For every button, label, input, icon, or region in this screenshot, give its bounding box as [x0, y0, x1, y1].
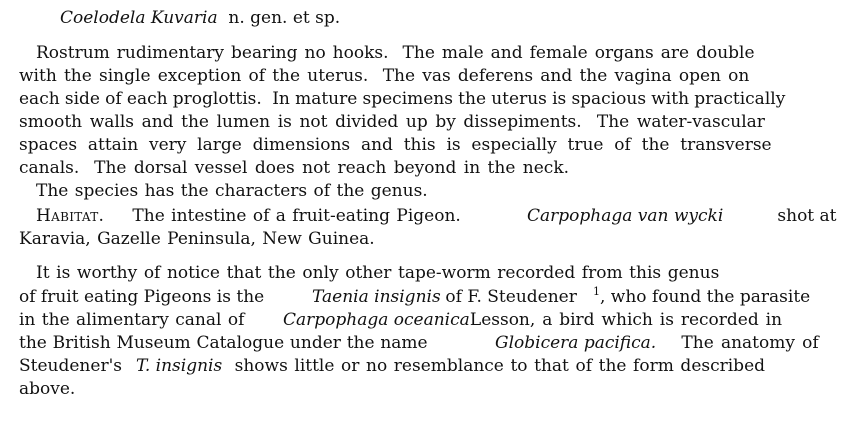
line-text: the British Museum Catalogue under the name	[19, 333, 434, 353]
text-line	[0, 87, 863, 111]
heading-genus-species-name: Coelodela Kuvaria	[60, 8, 218, 28]
line-text: It is worthy of notice that the only other tape-worm recorded from this genus	[36, 263, 720, 283]
text-line	[0, 64, 863, 88]
text-line	[0, 110, 863, 134]
text-line	[0, 41, 863, 65]
line-text: The anatomy of	[667, 333, 819, 353]
species-heading	[0, 6, 863, 30]
line-text: The species has the characters of the genus.	[36, 181, 428, 201]
line-text: above.	[19, 379, 76, 399]
text-line	[0, 133, 863, 157]
text-line	[0, 308, 863, 332]
line-text: with the single exception of the uterus. The vas deferens and the vagina open on	[19, 66, 750, 86]
species-name: Carpophaga oceanica	[283, 310, 470, 330]
line-text: canals. The dorsal vessel does not reach beyond in the neck.	[19, 158, 570, 178]
line-text: smooth walls and the lumen is not divided up by dissepiments. The water-vascular	[19, 112, 765, 132]
species-name: Taenia insignis	[312, 287, 441, 307]
habitat-line	[0, 204, 863, 228]
habitat-label: Habitat.	[36, 206, 105, 226]
line-text: in the alimentary canal of	[19, 310, 251, 330]
line-text: The intestine of a fruit-eating Pigeon.	[126, 206, 461, 226]
species-name: Globicera pacifica.	[495, 333, 657, 353]
line-text: each side of each proglottis. In mature specimens the uterus is spacious with practically	[19, 89, 786, 109]
species-name: T. insignis	[136, 356, 223, 376]
line-text: of fruit eating Pigeons is the	[19, 287, 270, 307]
line-text: shows little or no resemblance to that of the form described	[228, 356, 766, 376]
text-line	[0, 156, 863, 180]
text-line	[0, 179, 863, 203]
line-text: shot at	[772, 206, 837, 226]
line-text: of F. Steudener	[440, 287, 577, 307]
text-line	[0, 377, 863, 401]
text-line	[0, 227, 863, 251]
line-text: spaces attain very large dimensions and this is especially true of the transverse	[19, 135, 772, 155]
line-text: Lesson, a bird which is recorded in	[463, 310, 783, 330]
line-text: , who found the parasite	[600, 287, 811, 307]
species-name: Carpophaga van wycki	[527, 206, 724, 226]
line-text: Rostrum rudimentary bearing no hooks. The male and female organs are double	[36, 43, 755, 63]
text-line	[0, 285, 863, 309]
line-text: Steudener's	[19, 356, 128, 376]
footnote-marker: 1	[593, 285, 600, 298]
text-line	[0, 331, 863, 355]
text-line	[0, 354, 863, 378]
heading-designation: n. gen. et sp.	[223, 8, 341, 28]
line-text: Karavia, Gazelle Peninsula, New Guinea.	[19, 229, 375, 249]
text-line	[0, 261, 863, 285]
